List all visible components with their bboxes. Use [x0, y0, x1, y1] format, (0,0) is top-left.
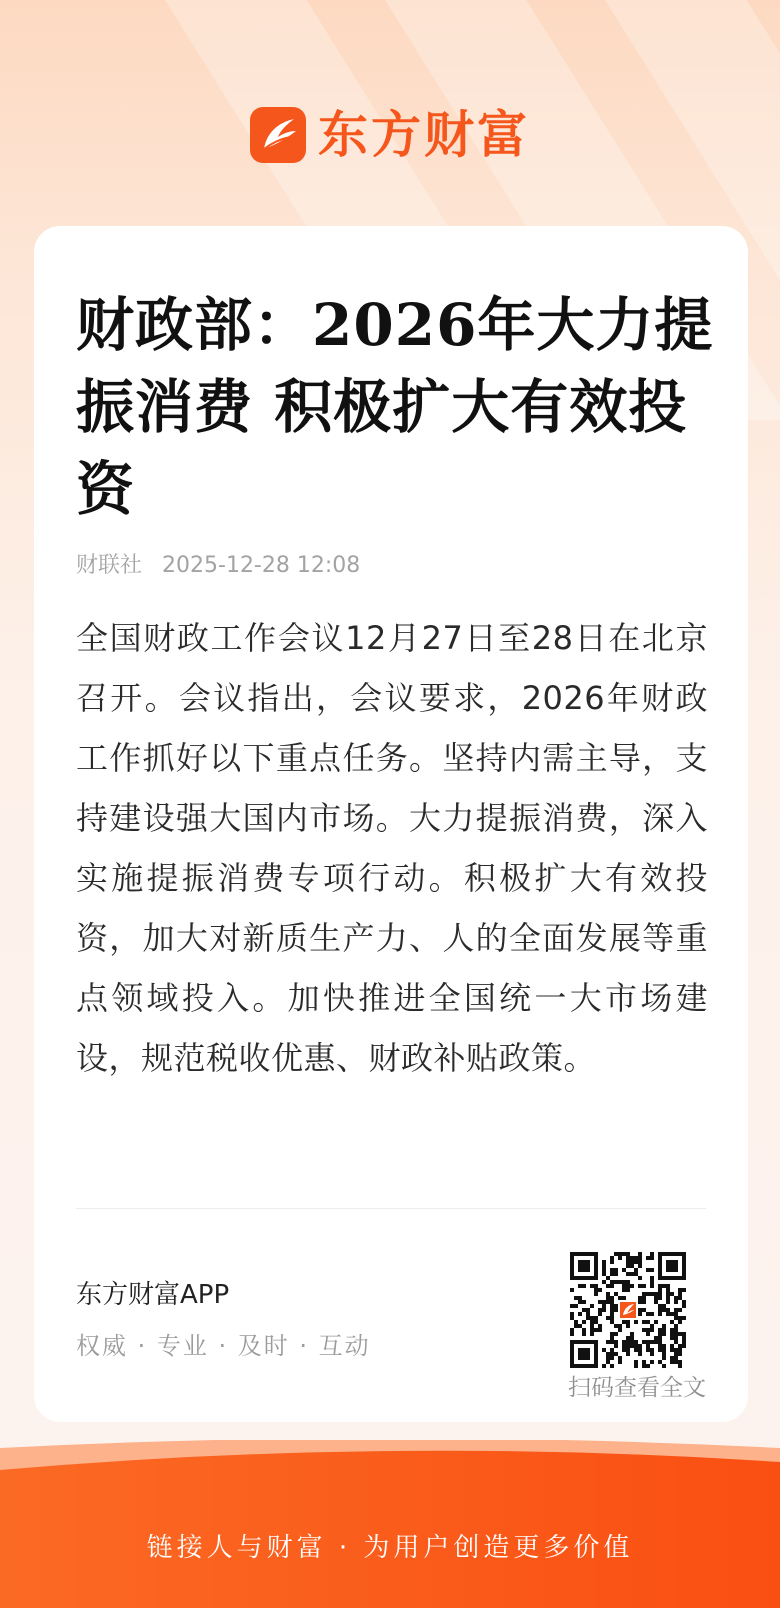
- divider: [76, 1208, 706, 1209]
- footer-tagline: 链接人与财富 · 为用户创造更多价值: [146, 1533, 634, 1563]
- brand-header: [0, 100, 780, 170]
- article-meta: [76, 551, 360, 581]
- article-source: 财联社: [76, 553, 143, 578]
- brand-name: 东方财富: [318, 106, 530, 164]
- article-card: [34, 226, 748, 1422]
- footer-banner: [0, 1440, 780, 1608]
- scan-label: 扫码查看全文: [568, 1375, 706, 1401]
- app-slogan: 权威 · 专业 · 及时 · 互动: [76, 1332, 371, 1360]
- qr-code-icon[interactable]: [570, 1252, 686, 1368]
- article-title: 财政部：2026年大力提振消费 积极扩大有效投资: [76, 291, 714, 523]
- article-datetime: 2025-12-28 12:08: [162, 553, 361, 578]
- wing-logo-icon: [250, 107, 306, 163]
- app-name: 东方财富APP: [76, 1280, 230, 1310]
- article-body: 全国财政工作会议12月27日至28日在北京召开。会议指出，会议要求，2026年财政工作抓好以下重点任务。坚持内需主导，支持建设强大国内市场。大力提振消费，深入实施提振消费专项行动。积极扩大有效投资，加大对新质生产力、人的全面发展等重点领域投入。加快推进全国统一大市场建设，规范税收优惠、财政补贴政策。: [76, 619, 708, 1077]
